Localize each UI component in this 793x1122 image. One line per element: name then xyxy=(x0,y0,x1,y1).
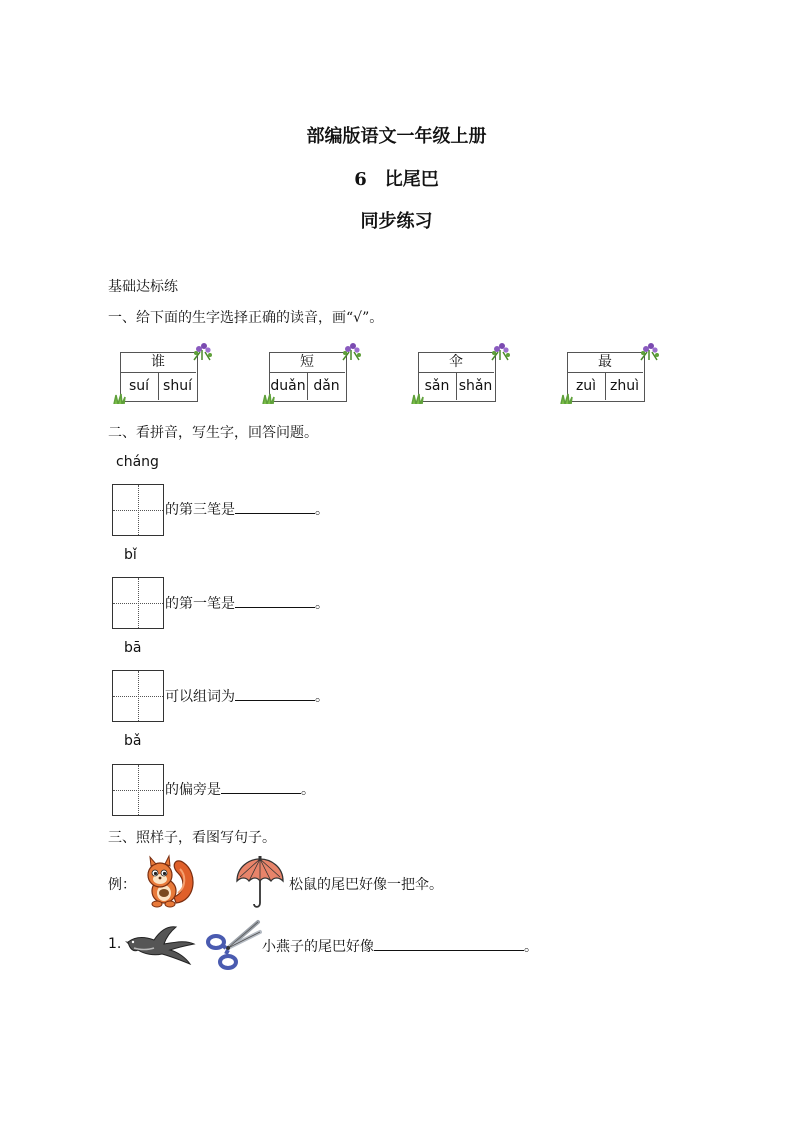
char-card xyxy=(269,352,347,402)
answer-blank[interactable] xyxy=(221,779,301,794)
example-sentence: 松鼠的尾巴好像一把伞。 xyxy=(289,877,443,893)
flower-icon xyxy=(637,340,661,362)
q2-prompt: 二、看拼音，写生字，回答问题。 xyxy=(108,425,318,441)
q1-prompt: 一、给下面的生字选择正确的读音，画“√”。 xyxy=(108,310,384,326)
char-card xyxy=(120,352,198,402)
pinyin-option[interactable]: shǎn xyxy=(458,378,493,394)
grass-icon xyxy=(112,392,126,404)
q2-text: 的第一笔是 xyxy=(165,596,235,612)
item1-end: 。 xyxy=(524,939,538,955)
writing-grid[interactable] xyxy=(112,484,164,536)
q2-end: 。 xyxy=(315,502,329,518)
lesson-title: 6 比尾巴 xyxy=(354,169,439,190)
flower-icon xyxy=(190,340,214,362)
item1-sentence: 小燕子的尾巴好像 xyxy=(262,939,374,955)
writing-grid[interactable] xyxy=(112,577,164,629)
q2-end: 。 xyxy=(315,689,329,705)
answer-blank[interactable] xyxy=(235,499,315,514)
answer-blank[interactable] xyxy=(235,593,315,608)
q2-end: 。 xyxy=(315,596,329,612)
grass-icon xyxy=(559,392,573,404)
grass-icon xyxy=(410,392,424,404)
pinyin-label: bā xyxy=(124,640,142,656)
pinyin-option[interactable]: zuì xyxy=(567,373,606,400)
section-label: 基础达标练 xyxy=(108,279,178,295)
q2-end: 。 xyxy=(301,782,315,798)
flower-icon xyxy=(488,340,512,362)
pinyin-option[interactable]: shuí xyxy=(163,378,192,394)
answer-blank[interactable] xyxy=(374,936,524,951)
card-char: 伞 xyxy=(418,352,494,373)
pinyin-label: bǎ xyxy=(124,733,142,749)
char-card xyxy=(567,352,645,402)
pinyin-option[interactable]: suí xyxy=(120,373,159,400)
grass-icon xyxy=(261,392,275,404)
pinyin-option[interactable]: duǎn xyxy=(269,373,308,400)
item-number: 1. xyxy=(108,936,122,952)
q2-text: 可以组词为 xyxy=(165,689,235,705)
pinyin-label: bǐ xyxy=(124,547,137,563)
pinyin-option[interactable]: dǎn xyxy=(313,378,340,394)
char-card xyxy=(418,352,496,402)
q2-line xyxy=(165,499,329,519)
q3-prompt: 三、照样子，看图写句子。 xyxy=(108,830,276,846)
pinyin-option[interactable]: sǎn xyxy=(418,373,457,400)
card-char: 短 xyxy=(269,352,345,373)
q2-line xyxy=(165,593,329,613)
swallow-icon xyxy=(124,924,196,968)
writing-grid[interactable] xyxy=(112,670,164,722)
umbrella-icon xyxy=(234,855,286,911)
squirrel-icon xyxy=(140,853,198,909)
q2-line xyxy=(165,779,315,799)
answer-blank[interactable] xyxy=(235,686,315,701)
flower-icon xyxy=(339,340,363,362)
card-char: 谁 xyxy=(120,352,196,373)
doc-subtitle: 同步练习 xyxy=(360,211,433,232)
pinyin-option[interactable]: zhuì xyxy=(610,378,639,394)
q3-item1-line xyxy=(262,936,538,956)
q2-text: 的偏旁是 xyxy=(165,782,221,798)
q2-line xyxy=(165,686,329,706)
scissors-icon xyxy=(204,918,262,972)
pinyin-label: cháng xyxy=(116,454,159,470)
example-label: 例： xyxy=(108,877,136,893)
q2-text: 的第三笔是 xyxy=(165,502,235,518)
doc-title: 部编版语文一年级上册 xyxy=(306,126,487,147)
writing-grid[interactable] xyxy=(112,764,164,816)
card-char: 最 xyxy=(567,352,643,373)
